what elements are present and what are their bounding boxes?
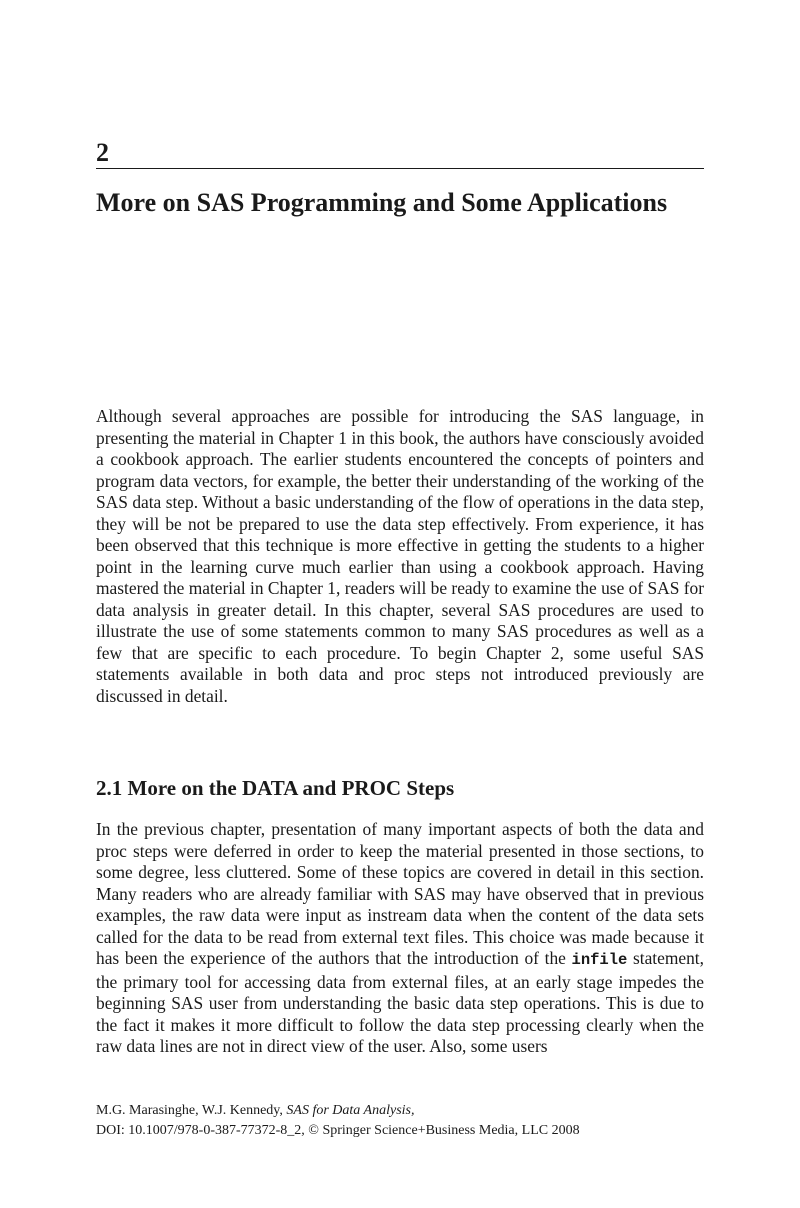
section-paragraph-text-2: statement, the primary tool for accessing data from external files, at an early stage impedes the beginning SAS user from understanding the basic data step operations. This is due to the fact it makes it more difficult to follow the data step processing clearly when the raw data lines are not in direct view of the user. Also, some users — [96, 948, 704, 1056]
footer-book-title: SAS for Data Analysis, — [286, 1103, 415, 1118]
footer-line-1 — [96, 1101, 704, 1121]
section-paragraph-text-1: In the previous chapter, presentation of many important aspects of both the data and proc steps were deferred in order to keep the material presented in those sections, to some degree, less cluttered. Some of these topics are covered in detail in this section. Many readers who are already familiar with SAS may have observed that in previous examples, the raw data were input as instream data when the content of the data sets called for the data to be read from external text files. This choice was made because it has been the experience of the authors that the introduction of the — [96, 819, 704, 968]
chapter-number: 2 — [96, 138, 109, 167]
chapter-title: More on SAS Programming and Some Applications — [96, 188, 668, 217]
footer-doi-line: DOI: 10.1007/978-0-387-77372-8_2, © Springer Science+Business Media, LLC 2008 — [96, 1123, 580, 1138]
citation-footer — [96, 1101, 704, 1141]
intro-paragraph: Although several approaches are possible for introducing the SAS language, in presenting the material in Chapter 1 in this book, the authors have consciously avoided a cookbook approach. The earlier students encountered the concepts of pointers and program data vectors, for example, the better their understanding of the working of the SAS data step. Without a basic understanding of the flow of operations in the data step, they will be not be prepared to use the data step effectively. From experience, it has been observed that this technique is more effective in getting the students to a higher point in the learning curve much earlier than using a cookbook approach. Having mastered the material in Chapter 1, readers will be ready to examine the use of SAS for data analysis in greater detail. In this chapter, several SAS procedures are used to illustrate the use of some statements common to many SAS procedures as well as a few that are specific to each procedure. To begin Chapter 2, some useful SAS statements available in both data and proc steps not introduced previously are discussed in detail. — [96, 406, 704, 706]
chapter-rule — [96, 168, 704, 169]
section-heading: 2.1 More on the DATA and PROC Steps — [96, 776, 455, 800]
infile-code-word: infile — [571, 951, 628, 969]
footer-authors: M.G. Marasinghe, W.J. Kennedy, — [96, 1103, 283, 1118]
page — [96, 0, 704, 1208]
section-paragraph — [96, 819, 704, 1058]
